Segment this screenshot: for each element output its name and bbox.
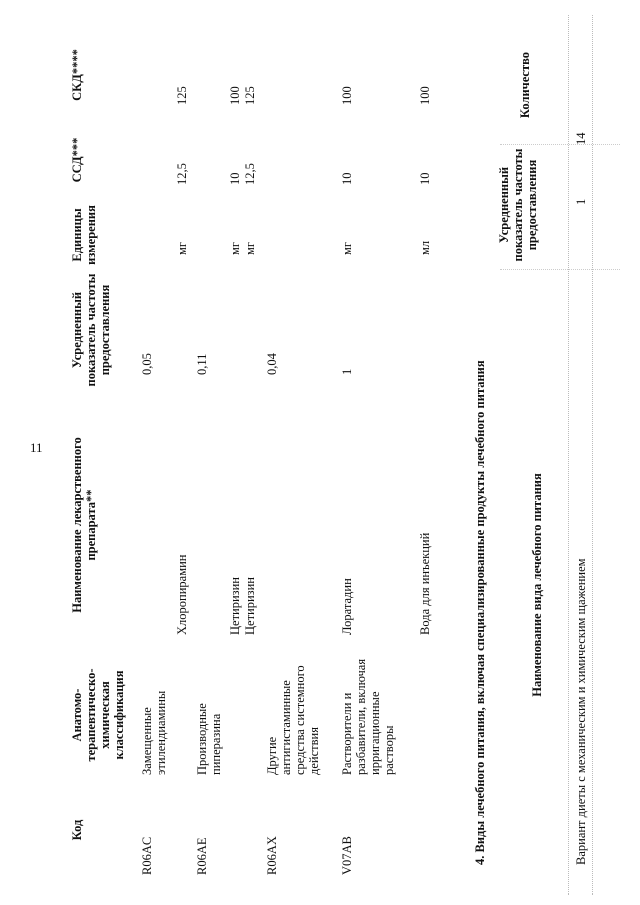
- row4-code: V07AB: [340, 836, 354, 875]
- header-skd: СКД****: [70, 49, 84, 101]
- row1-drug: Хлоропирамин: [175, 554, 189, 635]
- section4-col-divider: [500, 269, 620, 270]
- row3-unit: мг: [340, 241, 354, 255]
- row4-drug: Вода для инъекций: [418, 532, 432, 635]
- row2-skd: 100: [228, 86, 242, 105]
- row3-atc: Другие антигистаминные средства системного действия: [265, 665, 321, 775]
- row2-skd-b: 125: [243, 86, 257, 105]
- row4-freq: 1: [340, 368, 354, 375]
- row2-atc: Производные пиперазина: [195, 703, 223, 775]
- row2-unit-b: мг: [243, 241, 257, 255]
- section4-bottom-rule: [592, 15, 593, 895]
- section4-title: 4. Виды лечебного питания, включая специализированные продукты лечебного питания: [473, 360, 487, 865]
- header-drug: Наименование лекарственного препарата**: [70, 437, 98, 613]
- header-atc: Анатомо-терапевтическо-химическая классификация: [70, 668, 126, 762]
- row1-freq: 0,05: [140, 353, 154, 375]
- header-ssd: ССД***: [70, 137, 84, 183]
- section4-header-name: Наименование вида лечебного питания: [530, 473, 544, 697]
- section4-col-divider-2: [500, 144, 620, 145]
- row3-ssd: 10: [340, 172, 354, 185]
- section4-row1-qty: 14: [574, 132, 588, 145]
- row2-ssd: 10: [228, 172, 242, 185]
- row1-skd: 125: [175, 86, 189, 105]
- row1-unit: мг: [175, 241, 189, 255]
- row1-ssd: 12,5: [175, 163, 189, 185]
- row3-drug: Лоратадин: [340, 578, 354, 635]
- row4-atc: Растворители и разбавители, включая ирригационные растворы: [340, 658, 396, 775]
- header-code: Код: [70, 819, 84, 841]
- header-unit: Единицы измерения: [70, 205, 98, 265]
- section4-header-freq: Усредненный показатель частоты предоставления: [497, 148, 539, 262]
- row1-atc: Замещенные этилендиамины: [140, 690, 168, 775]
- row1-code: R06AC: [140, 836, 154, 875]
- section4-divider: [568, 15, 569, 895]
- section4-row1-name: Вариант диеты с механическим и химическим щажением: [574, 558, 588, 865]
- row2-freq: 0,11: [195, 353, 209, 375]
- row2-drug: Цетиризин: [228, 577, 242, 635]
- row3-code: R06AX: [265, 836, 279, 875]
- row2-ssd-b: 12,5: [243, 163, 257, 185]
- page-number: 11: [30, 440, 43, 455]
- row2-unit: мг: [228, 241, 242, 255]
- row2-drug-b: Цетиризин: [243, 577, 257, 635]
- row4-ssd: 10: [418, 172, 432, 185]
- row3-skd: 100: [340, 86, 354, 105]
- row4-unit: мл: [418, 240, 432, 255]
- section4-row1-freq: 1: [574, 198, 588, 205]
- row4-skd: 100: [418, 86, 432, 105]
- section4-header-qty: Количество: [518, 51, 532, 119]
- header-freq: Усредненный показатель частоты предоставления: [70, 273, 112, 387]
- row2-code: R06AE: [195, 837, 209, 875]
- row3-freq: 0,04: [265, 353, 279, 375]
